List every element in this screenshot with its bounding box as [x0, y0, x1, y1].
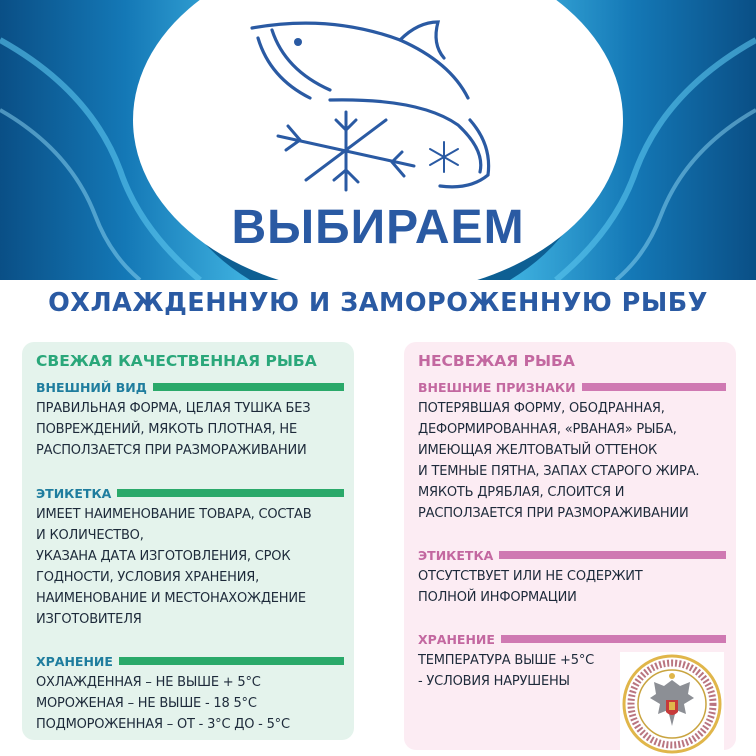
page-title: ВЫБИРАЕМ — [231, 201, 525, 254]
section-title: ХРАНЕНИЕ — [36, 653, 113, 669]
stale-signs-section — [418, 378, 726, 524]
section-title: ЭТИКЕТКА — [418, 547, 494, 563]
section-title: ЭТИКЕТКА — [36, 485, 112, 501]
fresh-fish-panel — [22, 342, 354, 740]
section-title: ВНЕШНИЕ ПРИЗНАКИ — [418, 379, 576, 395]
section-bar — [153, 383, 344, 391]
fresh-label-section — [36, 484, 344, 630]
rospotrebnadzor-emblem-icon — [620, 652, 724, 756]
stale-label-section — [418, 546, 726, 608]
section-bar — [119, 657, 344, 665]
section-bar — [501, 635, 726, 643]
section-bar — [499, 551, 726, 559]
header-banner — [0, 0, 756, 280]
section-title: ВНЕШНИЙ ВИД — [36, 379, 147, 395]
stale-fish-title: НЕСВЕЖАЯ РЫБА — [418, 352, 575, 370]
section-title: ХРАНЕНИЕ — [418, 631, 495, 647]
section-text: ПРАВИЛЬНАЯ ФОРМА, ЦЕЛАЯ ТУШКА БЕЗ ПОВРЕЖДЕНИЙ, МЯКОТЬ ПЛОТНАЯ, НЕ РАСПОЛЗАЕТСЯ ПРИ РАЗМОРАЖИВАНИИ — [36, 401, 311, 458]
section-text: ТЕМПЕРАТУРА ВЫШЕ +5°С - УСЛОВИЯ НАРУШЕНЫ — [418, 653, 594, 689]
fresh-appearance-section — [36, 378, 344, 461]
section-text: ОХЛАЖДЕННАЯ – НЕ ВЫШЕ + 5°С МОРОЖЕНАЯ – НЕ ВЫШЕ - 18 5°С ПОДМОРОЖЕННАЯ – ОТ - 3°С ДО - 5°С — [36, 675, 290, 732]
section-text: ПОТЕРЯВШАЯ ФОРМУ, ОБОДРАННАЯ, ДЕФОРМИРОВАННАЯ, «РВАНАЯ» РЫБА, ИМЕЮЩАЯ ЖЕЛТОВАТЫЙ ОТТЕНОК И ТЕМНЫЕ ПЯТНА, ЗАПАХ СТАРОГО ЖИРА. МЯКОТЬ ДРЯБЛАЯ, СЛОИТСЯ И РАСПОЛЗАЕТСЯ ПРИ РАЗМОРАЖИВАНИИ — [418, 401, 700, 521]
section-text: ИМЕЕТ НАИМЕНОВАНИЕ ТОВАРА, СОСТАВ И КОЛИЧЕСТВО, УКАЗАНА ДАТА ИЗГОТОВЛЕНИЯ, СРОК ГОДНОСТИ, УСЛОВИЯ ХРАНЕНИЯ, НАИМЕНОВАНИЕ И МЕСТОНАХОЖДЕНИЕ ИЗГОТОВИТЕЛЯ — [36, 507, 312, 627]
section-bar — [117, 489, 344, 497]
page-subtitle: ОХЛАЖДЕННУЮ И ЗАМОРОЖЕННУЮ РЫБУ — [48, 288, 708, 318]
section-text: ОТСУТСТВУЕТ ИЛИ НЕ СОДЕРЖИТ ПОЛНОЙ ИНФОРМАЦИИ — [418, 569, 643, 605]
section-bar — [582, 383, 726, 391]
fresh-storage-section — [36, 652, 344, 735]
fresh-fish-title: СВЕЖАЯ КАЧЕСТВЕННАЯ РЫБА — [36, 352, 317, 370]
